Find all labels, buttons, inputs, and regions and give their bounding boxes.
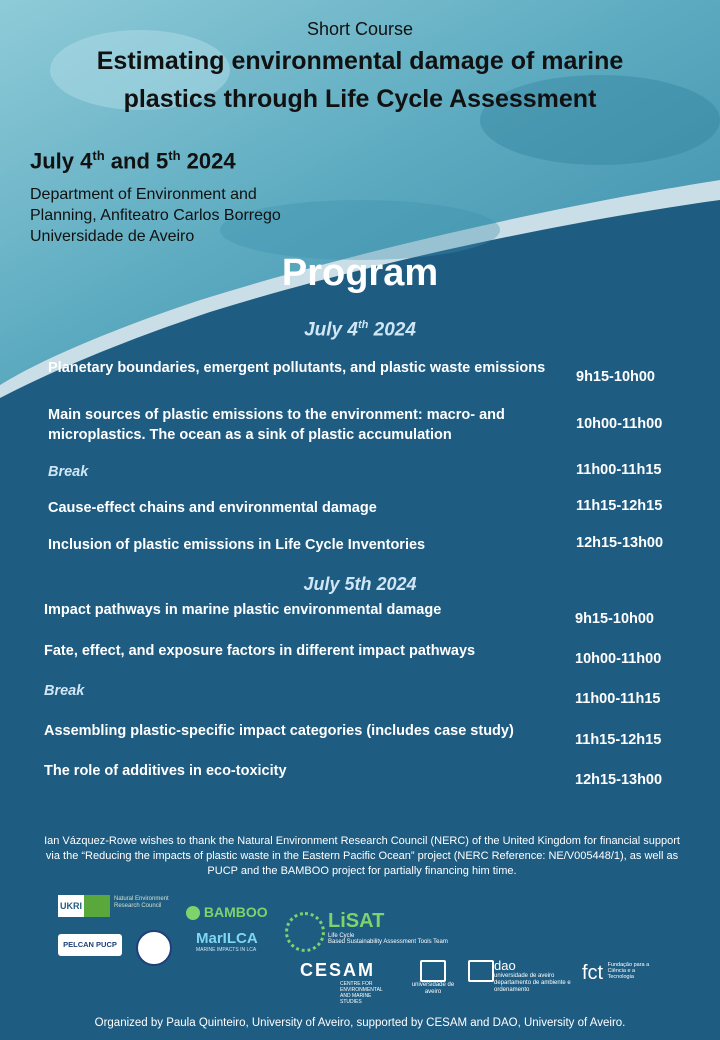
day2-session-time: 9h15-10h00 bbox=[575, 611, 654, 627]
date-part: and 5 bbox=[104, 148, 169, 174]
fct-text: fct bbox=[582, 962, 604, 984]
day2-session-time: 12h15-13h00 bbox=[575, 772, 663, 788]
date-sup: th bbox=[92, 148, 105, 163]
round-seal-logo bbox=[136, 930, 172, 966]
day1-heading-sup: th bbox=[357, 319, 369, 331]
bamboo-text: BAMBOO bbox=[203, 904, 268, 920]
lisat-icon bbox=[285, 912, 325, 952]
day2-heading: July 5th 2024 bbox=[303, 574, 417, 594]
day2-session-title: Fate, effect, and exposure factors in different impact pathways bbox=[44, 643, 476, 659]
pelcan-logo: PELCAN PUCP bbox=[58, 934, 122, 956]
marilca-text: MarILCA bbox=[196, 930, 258, 947]
date-part: 2024 bbox=[180, 148, 236, 174]
acknowledgement-text: Ian Vázquez-Rowe wishes to thank the Natural Environment Research Council (NERC) of the United Kingdom for financial support via the “Reducing the impacts of plastic waste in the Eastern Pacific Ocean” project (NERC Reference: NE/V005448/1), as well as PUCP and the BAMBOO project for partially financing him time. bbox=[44, 835, 680, 877]
ua-icon bbox=[420, 960, 446, 982]
ukri-sub: Natural Environment Research Council bbox=[114, 896, 169, 909]
cesam-text: CESAM bbox=[300, 960, 376, 980]
day2-session-time: 10h00-11h00 bbox=[575, 651, 662, 667]
lisat-sub: Based Sustainability Assessment Tools Team bbox=[328, 939, 448, 945]
lisat-logo bbox=[328, 910, 448, 945]
day1-session-time: 9h15-10h00 bbox=[576, 369, 655, 385]
fct-sub: Fundação para a Ciência e a Tecnologia bbox=[607, 962, 650, 980]
day1-heading-part: 2024 bbox=[368, 319, 416, 341]
venue-line: Department of Environment and bbox=[30, 186, 257, 203]
day1-session-time: 11h15-12h15 bbox=[576, 498, 663, 514]
day1-session-title: Cause-effect chains and environmental damage bbox=[48, 500, 377, 516]
marilca-logo bbox=[196, 930, 258, 953]
day2-session-time: 11h00-11h15 bbox=[575, 691, 661, 707]
dao-sub: universidade de aveiro departamento de ambiente e ordenamento bbox=[494, 973, 571, 993]
day2-session-title: The role of additives in eco-toxicity bbox=[44, 763, 287, 779]
ua-logo bbox=[408, 960, 458, 996]
course-dates bbox=[30, 148, 236, 174]
day1-session-title: Planetary boundaries, emergent pollutants, and plastic waste emissions bbox=[48, 360, 546, 376]
course-title-line2: plastics through Life Cycle Assessment bbox=[123, 85, 597, 113]
day2-break-label: Break bbox=[44, 683, 85, 699]
bamboo-logo bbox=[186, 904, 268, 920]
day1-session-time: 10h00-11h00 bbox=[576, 416, 663, 432]
course-title-line1: Estimating environmental damage of marine bbox=[96, 47, 624, 75]
cesam-sub: CENTRE FOR ENVIRONMENTAL AND MARINE STUDIES bbox=[340, 981, 383, 1005]
ukri-green-block bbox=[84, 895, 110, 917]
dao-logo bbox=[494, 958, 584, 994]
cesam-logo bbox=[300, 960, 390, 1005]
date-part: July 4 bbox=[30, 148, 93, 174]
lisat-sub: Life Cycle bbox=[328, 933, 355, 939]
venue bbox=[30, 184, 281, 247]
day1-session-time: 11h00-11h15 bbox=[576, 462, 662, 478]
day1-session-time: 12h15-13h00 bbox=[576, 535, 664, 551]
day1-heading-part: July 4 bbox=[304, 319, 358, 341]
day1-break-label: Break bbox=[48, 464, 89, 480]
program-heading: Program bbox=[281, 252, 439, 294]
ua-text: universidade de aveiro bbox=[411, 982, 455, 995]
lisat-text: LiSAT bbox=[328, 910, 385, 932]
short-course-label: Short Course bbox=[306, 19, 414, 39]
day2-session-time: 11h15-12h15 bbox=[575, 732, 662, 748]
venue-line: Universidade de Aveiro bbox=[30, 228, 195, 245]
venue-line: Planning, Anfiteatro Carlos Borrego bbox=[30, 207, 281, 224]
day2-session-title: Impact pathways in marine plastic environmental damage bbox=[44, 602, 442, 618]
day1-heading bbox=[0, 319, 720, 341]
dao-text: dao bbox=[494, 958, 516, 973]
dao-icon bbox=[468, 960, 494, 982]
course-title bbox=[0, 42, 720, 118]
day1-session-title: Inclusion of plastic emissions in Life Cycle Inventories bbox=[48, 537, 426, 553]
day1-session-title: Main sources of plastic emissions to the environment: macro- and microplastics. The ocean as a sink of plastic accumulation bbox=[48, 407, 505, 443]
ukri-logo bbox=[58, 895, 178, 917]
fct-logo bbox=[582, 962, 650, 985]
bamboo-icon bbox=[186, 906, 200, 920]
marilca-sub: MARINE IMPACTS IN LCA bbox=[196, 947, 257, 953]
ukri-mark: UKRI bbox=[58, 895, 84, 917]
date-sup: th bbox=[168, 148, 181, 163]
day2-session-title: Assembling plastic-specific impact categories (includes case study) bbox=[44, 723, 514, 739]
organizer-footer: Organized by Paula Quinteiro, University of Aveiro, supported by CESAM and DAO, University of Aveiro. bbox=[94, 1017, 626, 1029]
